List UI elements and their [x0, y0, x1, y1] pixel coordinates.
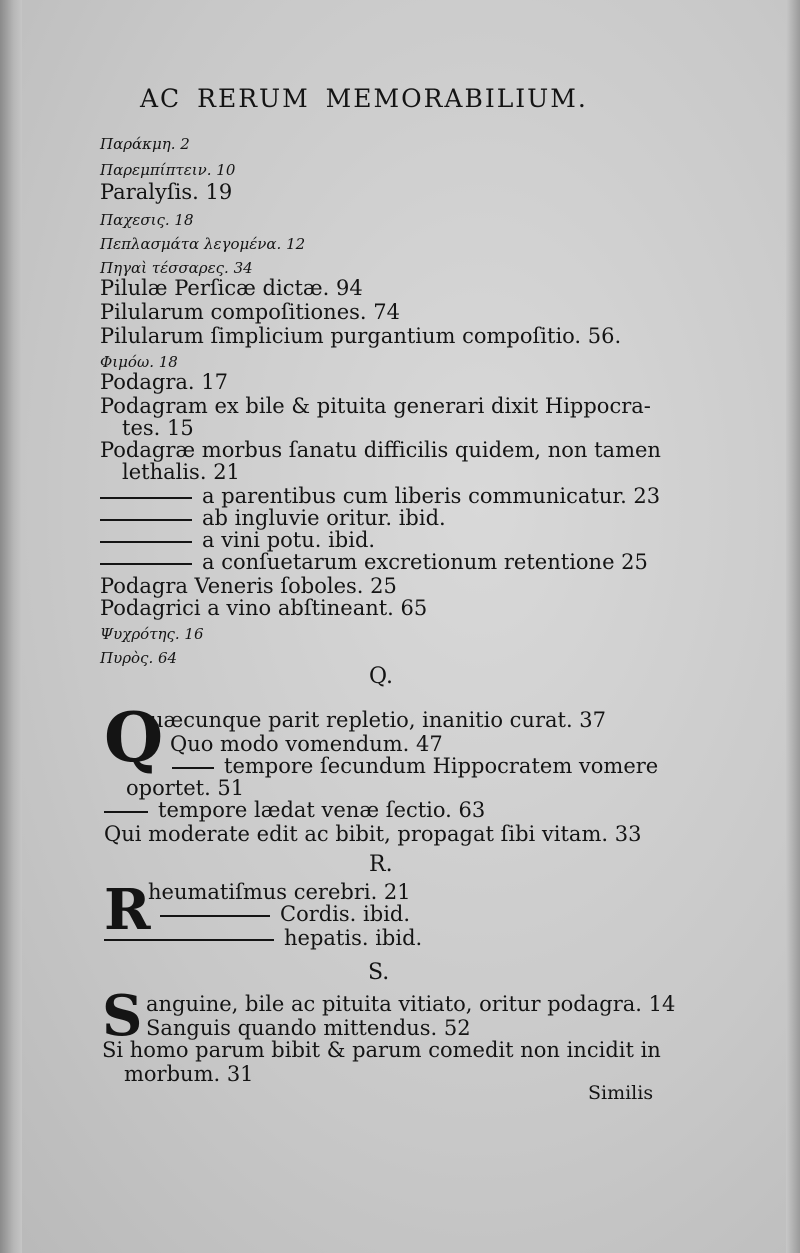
index-entry: Πυρὸς. 64 — [100, 649, 178, 667]
page-gutter-shadow — [0, 0, 22, 1253]
index-entry: Podagram ex bile & pituita generari dixit Hippocra- — [100, 394, 651, 418]
index-entry: Paralyſis. 19 — [100, 180, 233, 204]
section-q-line-dash — [172, 754, 658, 778]
section-heading-s: S. — [368, 960, 390, 985]
index-entry-text: a conſuetarum excretionum retentione 25 — [202, 550, 648, 574]
index-entry-continuation: tes. 15 — [122, 416, 194, 440]
index-entry-text: a parentibus cum liberis communicatur. 23 — [202, 484, 661, 508]
page-edge — [786, 0, 800, 1253]
index-entry: Πηγαὶ τέσσαρες. 34 — [100, 259, 253, 277]
section-r-text: Cordis. ibid. — [280, 902, 411, 926]
section-q-line: uæcunque parit repletio, inanitio curat. 37 — [150, 708, 607, 732]
index-entry-dash — [100, 528, 375, 552]
section-q-line-dash — [104, 798, 485, 822]
index-entry: Πεπλασμάτα λεγομένα. 12 — [100, 235, 306, 253]
section-s-line: morbum. 31 — [124, 1062, 254, 1086]
index-entry: Παρεμπίπτειν. 10 — [100, 161, 236, 179]
running-head: AC RERUM MEMORABILIUM. — [140, 84, 588, 113]
ditto-dash — [100, 519, 192, 521]
index-entry: Podagra Veneris ſoboles. 25 — [100, 574, 397, 598]
index-entry-dash — [100, 484, 660, 508]
index-entry: Podagra. 17 — [100, 370, 228, 394]
ditto-dash — [100, 541, 192, 543]
section-q-line: Quo modo vomendum. 47 — [170, 732, 443, 756]
section-s-line: Si homo parum bibit & parum comedit non incidit in — [102, 1038, 661, 1062]
ditto-dash — [100, 563, 192, 565]
ditto-dash — [100, 497, 192, 499]
index-entry: Παχεσις. 18 — [100, 211, 194, 229]
section-r-line: heumatiſmus cerebri. 21 — [148, 880, 411, 904]
drop-cap-s: S — [102, 983, 143, 1049]
index-entry: Podagrici a vino abſtineant. 65 — [100, 596, 428, 620]
section-q-line: Qui moderate edit ac bibit, propagat ſibi vitam. 33 — [104, 822, 642, 846]
index-entry-continuation: lethalis. 21 — [122, 460, 240, 484]
index-entry-dash — [100, 550, 648, 574]
ditto-dash — [104, 811, 148, 813]
index-entry-dash — [100, 506, 446, 530]
section-s-line: anguine, bile ac pituita vitiato, oritur podagra. 14 — [146, 992, 676, 1016]
index-entry-text: ab ingluvie oritur. ibid. — [202, 506, 446, 530]
section-q-text: tempore ſecundum Hippocratem vomere — [224, 754, 659, 778]
section-r-text: hepatis. ibid. — [284, 926, 423, 950]
ditto-dash — [160, 915, 270, 917]
index-entry: Pilularum ſimplicium purgantium compoſitio. 56. — [100, 324, 622, 348]
index-entry: Φιμόω. 18 — [100, 353, 178, 371]
index-entry-text: a vini potu. ibid. — [202, 528, 376, 552]
drop-cap-q: Q — [104, 698, 164, 778]
section-heading-r: R. — [369, 852, 393, 877]
section-s-line: Sanguis quando mittendus. 52 — [146, 1016, 471, 1040]
catchword: Similis — [588, 1082, 654, 1104]
index-entry: Pilularum compoſitiones. 74 — [100, 300, 400, 324]
index-entry: Podagræ morbus ſanatu difficilis quidem, non tamen — [100, 438, 661, 462]
drop-cap-r: R — [104, 877, 151, 943]
index-entry: Παράκμη. 2 — [100, 135, 190, 153]
index-entry: Ψυχρότης. 16 — [100, 625, 204, 643]
section-q-line: oportet. 51 — [126, 776, 245, 800]
section-q-text: tempore lædat venæ ſectio. 63 — [158, 798, 486, 822]
section-r-line-dash — [160, 902, 410, 926]
index-entry: Pilulæ Perſicæ dictæ. 94 — [100, 276, 363, 300]
ditto-dash — [172, 767, 214, 769]
ditto-dash — [104, 939, 274, 941]
section-r-line-dash — [104, 926, 422, 950]
section-heading-q: Q. — [369, 664, 393, 689]
